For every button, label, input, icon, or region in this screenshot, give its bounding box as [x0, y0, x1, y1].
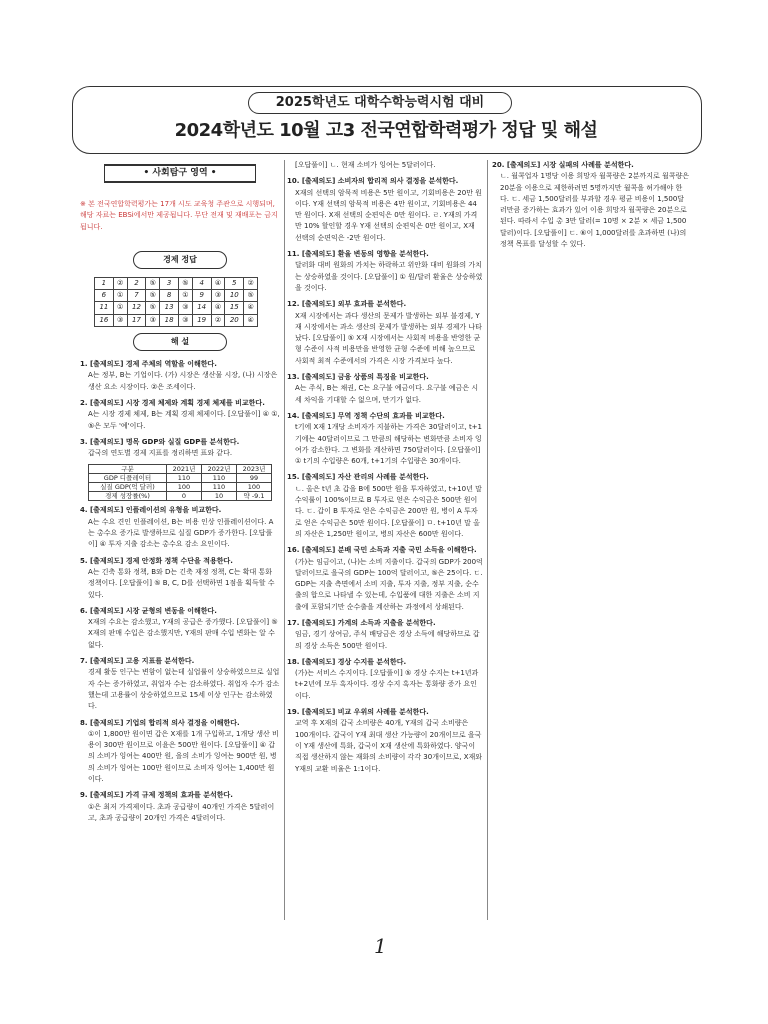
gdp-table-cell: 0: [167, 492, 202, 501]
question-number: 11: [95, 302, 114, 314]
answer-choice: ④: [244, 302, 258, 314]
answer-choice: ②: [211, 314, 225, 326]
page-title: 2024학년도 10월 고3 전국연합학력평가 정답 및 해설: [174, 120, 598, 141]
question-title: 5. [출제의도] 경제 안정화 정책 수단을 적용한다.: [80, 556, 233, 565]
question-title: 17. [출제의도] 가계의 소득과 지출을 분석한다.: [287, 618, 436, 627]
gdp-table-header: 2021년: [167, 465, 202, 474]
question-number: 4: [192, 277, 211, 289]
answer-choice: ②: [244, 277, 258, 289]
question-number: 17: [127, 314, 146, 326]
question-title: 7. [출제의도] 고용 지표를 분석한다.: [80, 657, 195, 666]
column-3: [492, 160, 690, 255]
question-number: 9: [192, 290, 211, 302]
answer-choice: ⑤: [146, 302, 160, 314]
answer-choice: ①: [113, 290, 127, 302]
question-number: 14: [192, 302, 211, 314]
question-body: (가)는 서비스 수지이다. [오답풀이] ⑤ 경상 수지는 t+1년과 t+2년에 모두 흑자이다. 경상 수지 흑자는 통화량 증가 요인이다.: [295, 669, 479, 700]
question-body: A는 수요 견인 인플레이션, B는 비용 인상 인플레이션이다. A는 총수요 증가로 발생하므로 실질 GDP가 증가한다. [오답풀이] ④ 투자 지출 감소는 총수요 감소 요인이다.: [88, 517, 274, 549]
column-2: [287, 160, 483, 780]
question-explanation: [80, 606, 280, 651]
question-body: 임금, 경기 상여금, 주식 배당금은 경상 소득에 해당하므로 갑의 경상 소득은 500만 원이다.: [295, 630, 480, 650]
question-number: 3: [160, 277, 179, 289]
question-title: 19. [출제의도] 비교 우위의 사례를 분석한다.: [287, 708, 429, 717]
question-body: ①은 최저 가격제이다. 초과 공급량이 40개인 가격은 5달러이고, 초과 공급량이 20개인 가격은 4달러이다.: [88, 802, 275, 822]
question-body: X재의 수요는 감소했고, Y재의 공급은 증가했다. [오답풀이] ⑤ X재의 판매 수입은 감소했지만, Y재의 판매 수입 변화는 알 수 없다.: [88, 618, 278, 649]
question-body: A는 주식, B는 채권, C는 요구불 예금이다. 요구불 예금은 시세 차익을 기대할 수 없으며, 만기가 없다.: [295, 384, 479, 404]
exam-subtitle: 2025학년도 대학수학능력시험 대비: [248, 92, 512, 114]
question-body: ㄴ. 월콕업자 1명당 이용 희망자 월콕량은 2분까지로 월콕량은 20분을 이용으로 제한하려면 5명까지만 월콕을 허가해야 한다. ㄷ. 세금 1,500달러를 부과할 경우 평균 비용이 1,500달러만큼 증가하는 효과가 있어 이용 희망자 월콕량은 20분으로 된다. 따라서 수입 총 3만 달러(= 10명 × 2분 × 세금 1,500달러)이다. [오답풀이] ㄷ. ⑥이 1,000달러를 초과하면 (나)의 정책 목표를 달성할 수 있다.: [500, 172, 689, 249]
question-explanation: [287, 372, 483, 406]
question-explanation: [80, 505, 280, 550]
question-title: 10. [출제의도] 소비자의 합리적 의사 결정을 분석한다.: [287, 177, 459, 186]
question-explanation: [80, 359, 280, 393]
question-explanation: [287, 249, 483, 294]
question-body: t기에 X재 1개당 소비자가 지불하는 가격은 30달러이고, t+1기에는 40달러이므로 그 만큼의 해당하는 변화만큼 소비자 잉여가 감소한다. 그 변화를 계산하면 750달러이다. [오답풀이] ① t기의 수입량은 60개, t+1기의 수입량은 30개이다.: [295, 423, 483, 466]
question-explanation: [287, 160, 483, 171]
answer-choice: ③: [211, 290, 225, 302]
gdp-table-header: 2023년: [236, 465, 271, 474]
question-explanation: [80, 790, 280, 824]
question-body: ①이 1,800만 원이면 갑은 X재를 1개 구입하고, 1개당 생산 비용이 300만 원이므로 이윤은 500만 원이다. [오답풀이] ④ 갑의 소비가 잉여는 400만 원, 을의 소비가 잉여는 900만 원, 병의 소비가 잉여는 100만 원이므로 소비자 잉여는 1,400만 원이다.: [88, 729, 279, 783]
question-body: [오답풀이] ㄴ. 현재 소비가 잉여는 5달러이다.: [295, 161, 436, 169]
question-number: 8: [160, 290, 179, 302]
gdp-table-cell: GDP 디플레이터: [89, 474, 167, 483]
question-title: 4. [출제의도] 인플레이션의 유형을 비교한다.: [80, 506, 222, 515]
answer-choice: ⑤: [146, 277, 160, 289]
gdp-table-cell: 경제 성장률(%): [89, 492, 167, 501]
question-number: 12: [127, 302, 146, 314]
question-explanation: [80, 656, 280, 712]
page-number: 1: [374, 934, 387, 958]
gdp-table-cell: 99: [236, 474, 271, 483]
question-body: A는 시장 경제 체제, B는 계획 경제 체제이다. [오답풀이] ④ ①, ⑤은 모두 '예'이다.: [88, 410, 280, 430]
question-body: ㄴ. 올은 t년 초 갑을 B에 500만 원을 투자하였고, t+10년 말 수익률이 100%이므로 B 투자로 얻은 수익금은 500만 원이다. ㄷ. 갑이 B 투자로 얻은 수익금은 200만 원, 병이 A 투자로 얻은 수익금은 50만 원이다. [오답풀이] ㅁ. t+10년 말 올의 자산은 1,250만 원이고, 병의 자산은 600만 원이다.: [295, 484, 482, 538]
answer-choice: ④: [244, 314, 258, 326]
question-explanation: [492, 160, 690, 250]
gdp-table-cell: 약 -9.1: [236, 492, 271, 501]
answer-choice: ③: [178, 302, 192, 314]
question-title: 14. [출제의도] 무역 정책 수단의 효과를 비교한다.: [287, 411, 445, 420]
question-body: X재 시장에서는 과다 생산의 문제가 발생하는 외부 불경제, Y재 시장에서는 과소 생산의 문제가 발생하는 외부 경제가 나타났다. [오답풀이] ⑤ X재 시장에서는 사회적 비용을 반영한 균형 수준이 사적 비용만을 반영한 균형 수준에 비해 높으므로 사회적 최적 수준에서의 가격은 시장 가격보다 높다.: [295, 311, 482, 365]
question-body: 갑국의 연도별 경제 지표를 정리하면 표와 같다.: [88, 449, 233, 458]
column-divider: [284, 160, 285, 920]
question-number: 10: [225, 290, 244, 302]
gdp-table-cell: 110: [201, 474, 236, 483]
question-number: 13: [160, 302, 179, 314]
explanation-title: 해 설: [133, 333, 227, 351]
question-body: (가)는 임금이고, (나)는 소비 지출이다. 갑국의 GDP가 200억 달러이므로 을국의 GDP는 100억 달러이고, ⑤은 25이다. ㄷ. GDP는 지출 측면에서 소비 지출, 투자 지출, 정부 지출, 순수출의 합으로 나타낼 수 있는데, 수입품에 대한 지출은 소비 지출에 포함되기만 순수출을 계산하는 과정에서 상쇄된다.: [295, 557, 483, 611]
answer-choice: ⑤: [178, 277, 192, 289]
question-title: 9. [출제의도] 가격 규제 정책의 효과를 분석한다.: [80, 791, 233, 800]
answer-choice: ②: [113, 277, 127, 289]
column-divider: [487, 160, 488, 920]
question-title: 16. [출제의도] 분배 국민 소득과 지출 국민 소득을 이해한다.: [287, 546, 477, 555]
question-number: 7: [127, 290, 146, 302]
section-label: • 사회탐구 영역 •: [104, 164, 256, 183]
question-explanation: [80, 556, 280, 601]
answer-choice: ⑤: [146, 290, 160, 302]
answer-row: [95, 302, 258, 314]
question-body: A는 긴축 통화 정책, B와 D는 긴축 재정 정책, C는 확대 통화 정책이다. [오답풀이] ⑤ B, C, D를 선택하면 1점을 획득할 수 있다.: [88, 567, 275, 599]
gdp-table-cell: 110: [167, 474, 202, 483]
question-title: 18. [출제의도] 경상 수지를 분석한다.: [287, 657, 407, 666]
question-title: 6. [출제의도] 시장 균형의 변동을 이해한다.: [80, 606, 217, 615]
gdp-table-cell: 110: [201, 483, 236, 492]
question-title: 11. [출제의도] 환율 변동의 영향을 분석한다.: [287, 250, 429, 259]
question-title: 8. [출제의도] 기업의 합리적 의사 결정을 이해한다.: [80, 718, 240, 727]
answer-choice: ④: [211, 302, 225, 314]
question-number: 19: [192, 314, 211, 326]
gdp-table-cell: 100: [236, 483, 271, 492]
question-explanation: [80, 718, 280, 786]
answer-row: [95, 277, 258, 289]
question-number: 2: [127, 277, 146, 289]
gdp-table-header: 2022년: [201, 465, 236, 474]
question-number: 16: [95, 314, 114, 326]
question-explanation: [80, 398, 280, 432]
question-number: 6: [95, 290, 114, 302]
answer-row: [95, 314, 258, 326]
question-explanation: [287, 411, 483, 467]
answer-choice: ③: [178, 314, 192, 326]
question-title: 2. [출제의도] 시장 경제 체제와 계획 경제 체제를 비교한다.: [80, 398, 265, 407]
question-explanation: [80, 437, 280, 460]
question-number: 18: [160, 314, 179, 326]
answer-choice: ①: [113, 302, 127, 314]
question-number: 20: [225, 314, 244, 326]
question-explanation: [287, 299, 483, 367]
question-title: 13. [출제의도] 금융 상품의 특징을 비교한다.: [287, 373, 429, 382]
answer-choice: ③: [146, 314, 160, 326]
question-number: 5: [225, 277, 244, 289]
question-explanation: [287, 657, 483, 702]
question-body: X재의 선택의 암묵적 비용은 5만 원이고, 기회비용은 20만 원이다. Y재 선택의 암묵적 비용은 4만 원이고, 기회비용은 44만 원이다. X재 선택의 순편익은 0만 원이다. ㄹ. Y재의 가격만 10% 할인할 경우 Y재 선택의 순편익은 0만 원이고, X재 선택의 순편익은 -2만 원이다.: [295, 188, 482, 242]
answer-choice: ⑤: [244, 290, 258, 302]
question-number: 15: [225, 302, 244, 314]
gdp-table-cell: 실질 GDP(억 달러): [89, 483, 167, 492]
answer-key-title: 경제 정답: [133, 251, 227, 269]
answer-choice: ①: [178, 290, 192, 302]
notice-text: ※ 본 전국연합학력평가는 17개 시도 교육청 주관으로 시행되며, 해당 자료는 EBSi에서만 제공됩니다. 무단 전재 및 재배포는 금지됩니다.: [80, 200, 278, 231]
answer-key-table: [94, 277, 258, 327]
question-explanation: [287, 176, 483, 244]
gdp-table: [88, 464, 272, 501]
question-body: 경제 활동 인구는 변함이 없는데 실업률이 상승하였으므로 실업자 수는 증가하였고, 취업자 수는 감소하였다. 취업자 수가 감소했는데 고용률이 상승하였으므로 15세 이상 인구는 감소하였다.: [88, 668, 280, 711]
gdp-table-cell: 100: [167, 483, 202, 492]
column-1: [80, 160, 280, 829]
answer-choice: ④: [211, 277, 225, 289]
question-title: 1. [출제의도] 경제 주체의 역할을 이해한다.: [80, 360, 217, 369]
question-title: 12. [출제의도] 외부 효과를 분석한다.: [287, 300, 407, 309]
question-explanation: [287, 545, 483, 613]
question-title: 3. [출제의도] 명목 GDP와 실질 GDP를 분석한다.: [80, 437, 240, 446]
question-explanation: [287, 472, 483, 540]
question-number: 1: [95, 277, 114, 289]
question-title: 15. [출제의도] 자산 관리의 사례를 분석한다.: [287, 473, 429, 482]
gdp-table-cell: 10: [201, 492, 236, 501]
answer-choice: ③: [113, 314, 127, 326]
question-body: A는 정부, B는 기업이다. (가) 시장은 생산물 시장, (나) 시장은 생산 요소 시장이다. ②은 조세이다.: [88, 371, 278, 391]
answer-row: [95, 290, 258, 302]
question-explanation: [287, 707, 483, 775]
gdp-table-header: 구분: [89, 465, 167, 474]
question-body: 교역 후 X재의 갑국 소비량은 40개, Y재의 갑국 소비량은 100개이다. 갑국이 Y재 최대 생산 가능량이 20개이므로 을국이 Y재 생산에 특화, 갑국이 X재 생산에 특화하였다. 양국이 직접 생산하지 않는 재화의 소비량이 각각 30개이므로, X재와 Y재의 교환 비율은 1:1이다.: [295, 719, 483, 773]
question-explanation: [287, 618, 483, 652]
question-body: 달러화 대비 원화의 가치는 하락하고 위안화 대비 원화의 가치는 상승하였을 것이다. [오답풀이] ① 원/달러 환율은 상승하였을 것이다.: [295, 261, 483, 292]
question-title: 20. [출제의도] 시장 실패의 사례를 분석한다.: [492, 161, 634, 169]
